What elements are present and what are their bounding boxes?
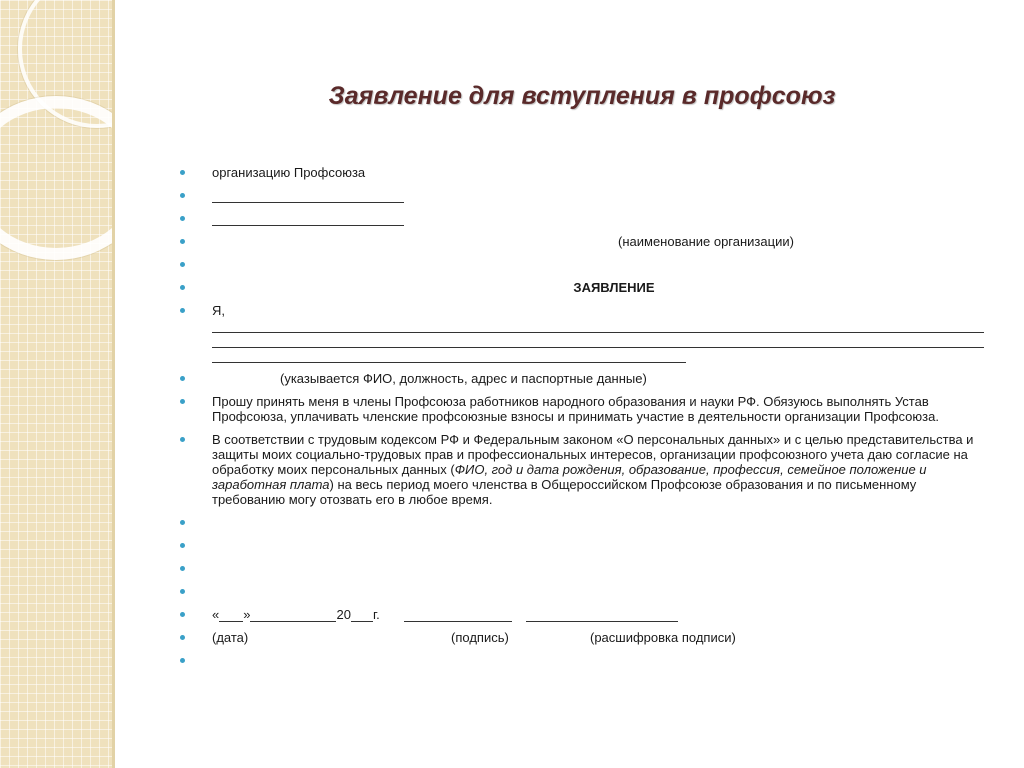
list-item xyxy=(178,607,986,622)
list-item xyxy=(178,280,986,295)
list-item xyxy=(178,257,986,272)
org-blank-line xyxy=(212,211,404,226)
signature-blank xyxy=(404,609,512,622)
bullet-icon xyxy=(180,308,185,313)
list-item xyxy=(178,394,986,424)
bullet-icon xyxy=(180,239,185,244)
list-item xyxy=(178,234,986,249)
consent-text-end: ) на весь период моего членства в Общероссийском Профсоюзе образования и по письменному требованию могу отозвать его в любое время. xyxy=(212,477,917,507)
paragraph-request: Прошу принять меня в члены Профсоюза работников народного образования и науки РФ. Обязуюсь выполнять Устав Профсоюза, уплачивать членские профсоюзные взносы и принимать участие в деятельности организации Профсоюза. xyxy=(212,394,939,424)
list-item xyxy=(178,561,986,576)
bullet-icon xyxy=(180,399,185,404)
date-open-quote: « xyxy=(212,607,220,622)
day-blank xyxy=(219,609,243,622)
list-item xyxy=(178,371,986,386)
decorative-ring xyxy=(0,96,112,260)
side-band-edge xyxy=(112,0,115,768)
fio-blank-line xyxy=(212,333,984,348)
decorative-side-band xyxy=(0,0,112,768)
list-item xyxy=(178,211,986,226)
year-suffix: г. xyxy=(372,607,380,622)
document-body xyxy=(178,165,986,676)
slide-title: Заявление для вступления в профсоюз xyxy=(328,82,836,110)
bullet-icon xyxy=(180,376,185,381)
bullet-icon xyxy=(180,612,185,617)
list-item xyxy=(178,653,986,668)
signature-decode-blank xyxy=(526,609,678,622)
month-blank xyxy=(250,609,336,622)
org-hint: (наименование организации) xyxy=(618,234,794,249)
bullet-icon xyxy=(180,216,185,221)
bullet-icon xyxy=(180,543,185,548)
fio-blank-line xyxy=(212,348,686,363)
list-item xyxy=(178,303,986,363)
org-blank-line xyxy=(212,188,404,203)
consent-text-italic: ФИО, год и дата рождения, образование, профессия, семейное положение и заработная плата xyxy=(212,462,927,492)
fio-hint: (указывается ФИО, должность, адрес и паспортные данные) xyxy=(280,371,647,386)
list-item xyxy=(178,538,986,553)
bullet-icon xyxy=(180,658,185,663)
bullet-icon xyxy=(180,635,185,640)
paragraph-consent xyxy=(212,432,986,507)
ya-label: Я, xyxy=(212,303,225,318)
consent-text-start: В соответствии с трудовым кодексом РФ и Федеральным законом «О персональных данных» и с целью представительства и защиты моих социально-трудовых прав и профессиональных интересов, организации профсоюзного учета даю согласие на обработку моих персональных данных ( xyxy=(212,432,974,477)
fio-blank-line xyxy=(212,318,984,333)
bullet-icon xyxy=(180,285,185,290)
bullet-icon xyxy=(180,520,185,525)
list-item xyxy=(178,584,986,599)
bullet-icon xyxy=(180,170,185,175)
sign-label: (подпись) xyxy=(451,630,509,645)
org-label: организацию Профсоюза xyxy=(212,165,366,180)
bullet-icon xyxy=(180,262,185,267)
year-blank xyxy=(351,609,373,622)
signature-row xyxy=(212,607,986,622)
bullet-icon xyxy=(180,193,185,198)
date-close-quote: » xyxy=(243,607,251,622)
year-prefix: 20 xyxy=(336,607,351,622)
list-item xyxy=(178,188,986,203)
document-heading: ЗАЯВЛЕНИЕ xyxy=(573,280,655,295)
list-item xyxy=(178,432,986,507)
list-item xyxy=(178,630,986,645)
bullet-icon xyxy=(180,437,185,442)
signature-labels xyxy=(212,630,986,645)
list-item xyxy=(178,165,986,180)
bullet-icon xyxy=(180,589,185,594)
bullet-icon xyxy=(180,566,185,571)
date-label: (дата) xyxy=(212,630,249,645)
list-item xyxy=(178,515,986,530)
decode-label: (расшифровка подписи) xyxy=(590,630,736,645)
